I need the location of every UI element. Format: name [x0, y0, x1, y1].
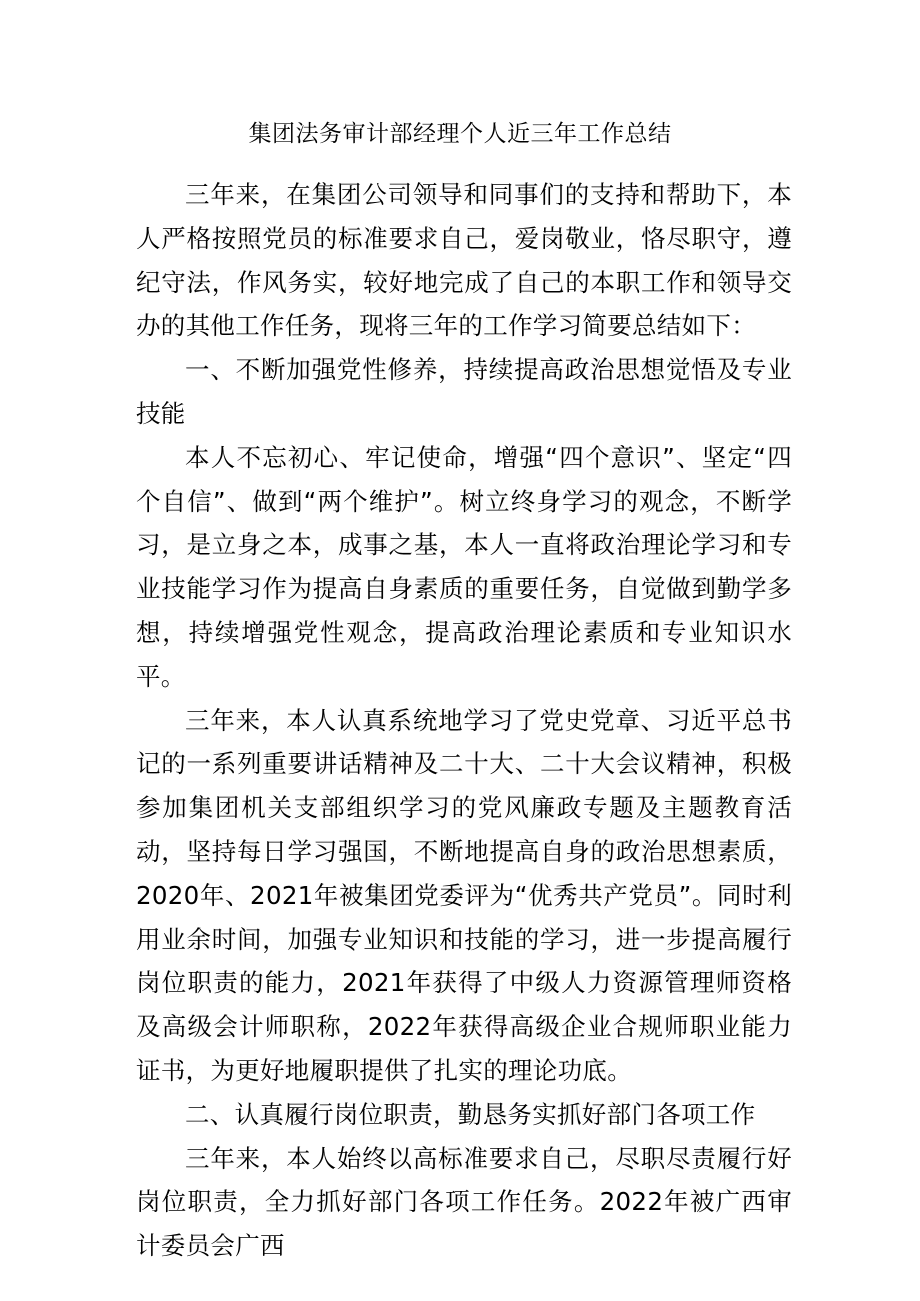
document-title: 集团法务审计部经理个人近三年工作总结 [248, 121, 672, 147]
paragraph-1b: 三年来，本人认真系统地学习了党史党章、习近平总书记的一系列重要讲话精神及二十大、二十大会议精神，积极参加集团机关支部组织学习的党风廉政专题及主题教育活动，坚持每日学习强国，不断地提高自身的政治思想素质，2020年、2021年被集团党委评为“优秀共产党员”。同时利用业余时间，加强专业知识和技能的学习，进一步提高履行岗位职责的能力，2021年获得了中级人力资源管理师资格及高级会计师职称，2022年获得高级企业合规师职业能力证书，为更好地履职提供了扎实的理论功底。 [136, 705, 792, 1085]
section-heading-2: 二、认真履行岗位职责，勤恳务实抓好部门各项工作 [185, 1099, 756, 1129]
paragraph-intro: 三年来，在集团公司领导和同事们的支持和帮助下，本人严格按照党员的标准要求自己，爱岗敬业，恪尽职守，遵纪守法，作风务实，较好地完成了自己的本职工作和领导交办的其他工作任务，现将三年的工作学习简要总结如下： [136, 180, 792, 341]
paragraph-1a: 本人不忘初心、牢记使命，增强“四个意识”、坚定“四个自信”、做到“两个维护”。树立终身学习的观念，不断学习，是立身之本，成事之基，本人一直将政治理论学习和专业技能学习作为提高自身素质的重要任务，自觉做到勤学多想，持续增强党性观念，提高政治理论素质和专业知识水平。 [136, 442, 792, 691]
paragraph-2a: 三年来，本人始终以高标准要求自己，尽职尽责履行好岗位职责，全力抓好部门各项工作任务。2022年被广西审计委员会广西 [136, 1143, 792, 1261]
section-heading-1: 一、不断加强党性修养，持续提高政治思想觉悟及专业技能 [136, 355, 792, 428]
document-body [136, 173, 792, 1268]
